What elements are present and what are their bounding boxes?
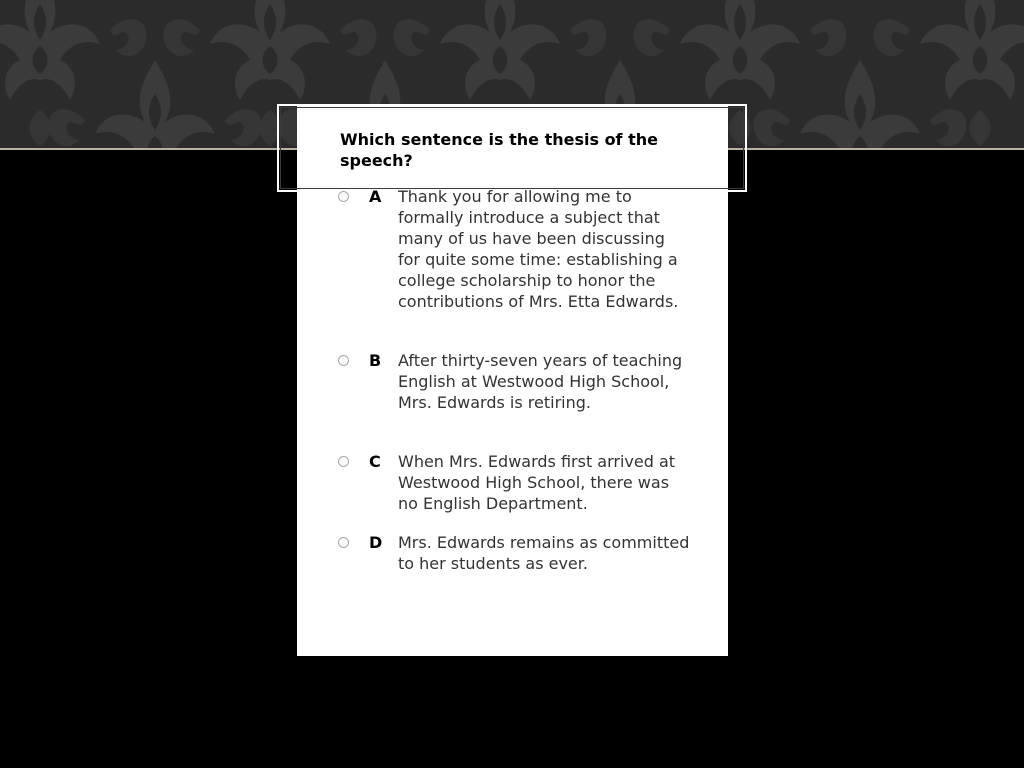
radio-button-a[interactable]: [338, 191, 349, 202]
option-text-d: Mrs. Edwards remains as committed to her students as ever.: [398, 533, 690, 573]
option-letter-c: C: [369, 452, 381, 471]
option-text-b: After thirty-seven years of teaching English at Westwood High School, Mrs. Edwards is retiring.: [398, 351, 683, 412]
option-letter-a: A: [369, 187, 382, 206]
option-text-c: When Mrs. Edwards first arrived at Westwood High School, there was no English Department.: [398, 452, 676, 513]
radio-button-d[interactable]: [338, 537, 349, 548]
question-text: Which sentence is the thesis of the speech?: [340, 130, 658, 170]
radio-button-b[interactable]: [338, 355, 349, 366]
option-letter-d: D: [369, 533, 383, 552]
option-letter-b: B: [369, 351, 382, 370]
radio-button-c[interactable]: [338, 456, 349, 467]
option-text-a: Thank you for allowing me to formally introduce a subject that many of us have been discussing for quite some time: establishing a college scholarship to honor the contributions of Mrs. Etta Edwards.: [398, 187, 679, 311]
